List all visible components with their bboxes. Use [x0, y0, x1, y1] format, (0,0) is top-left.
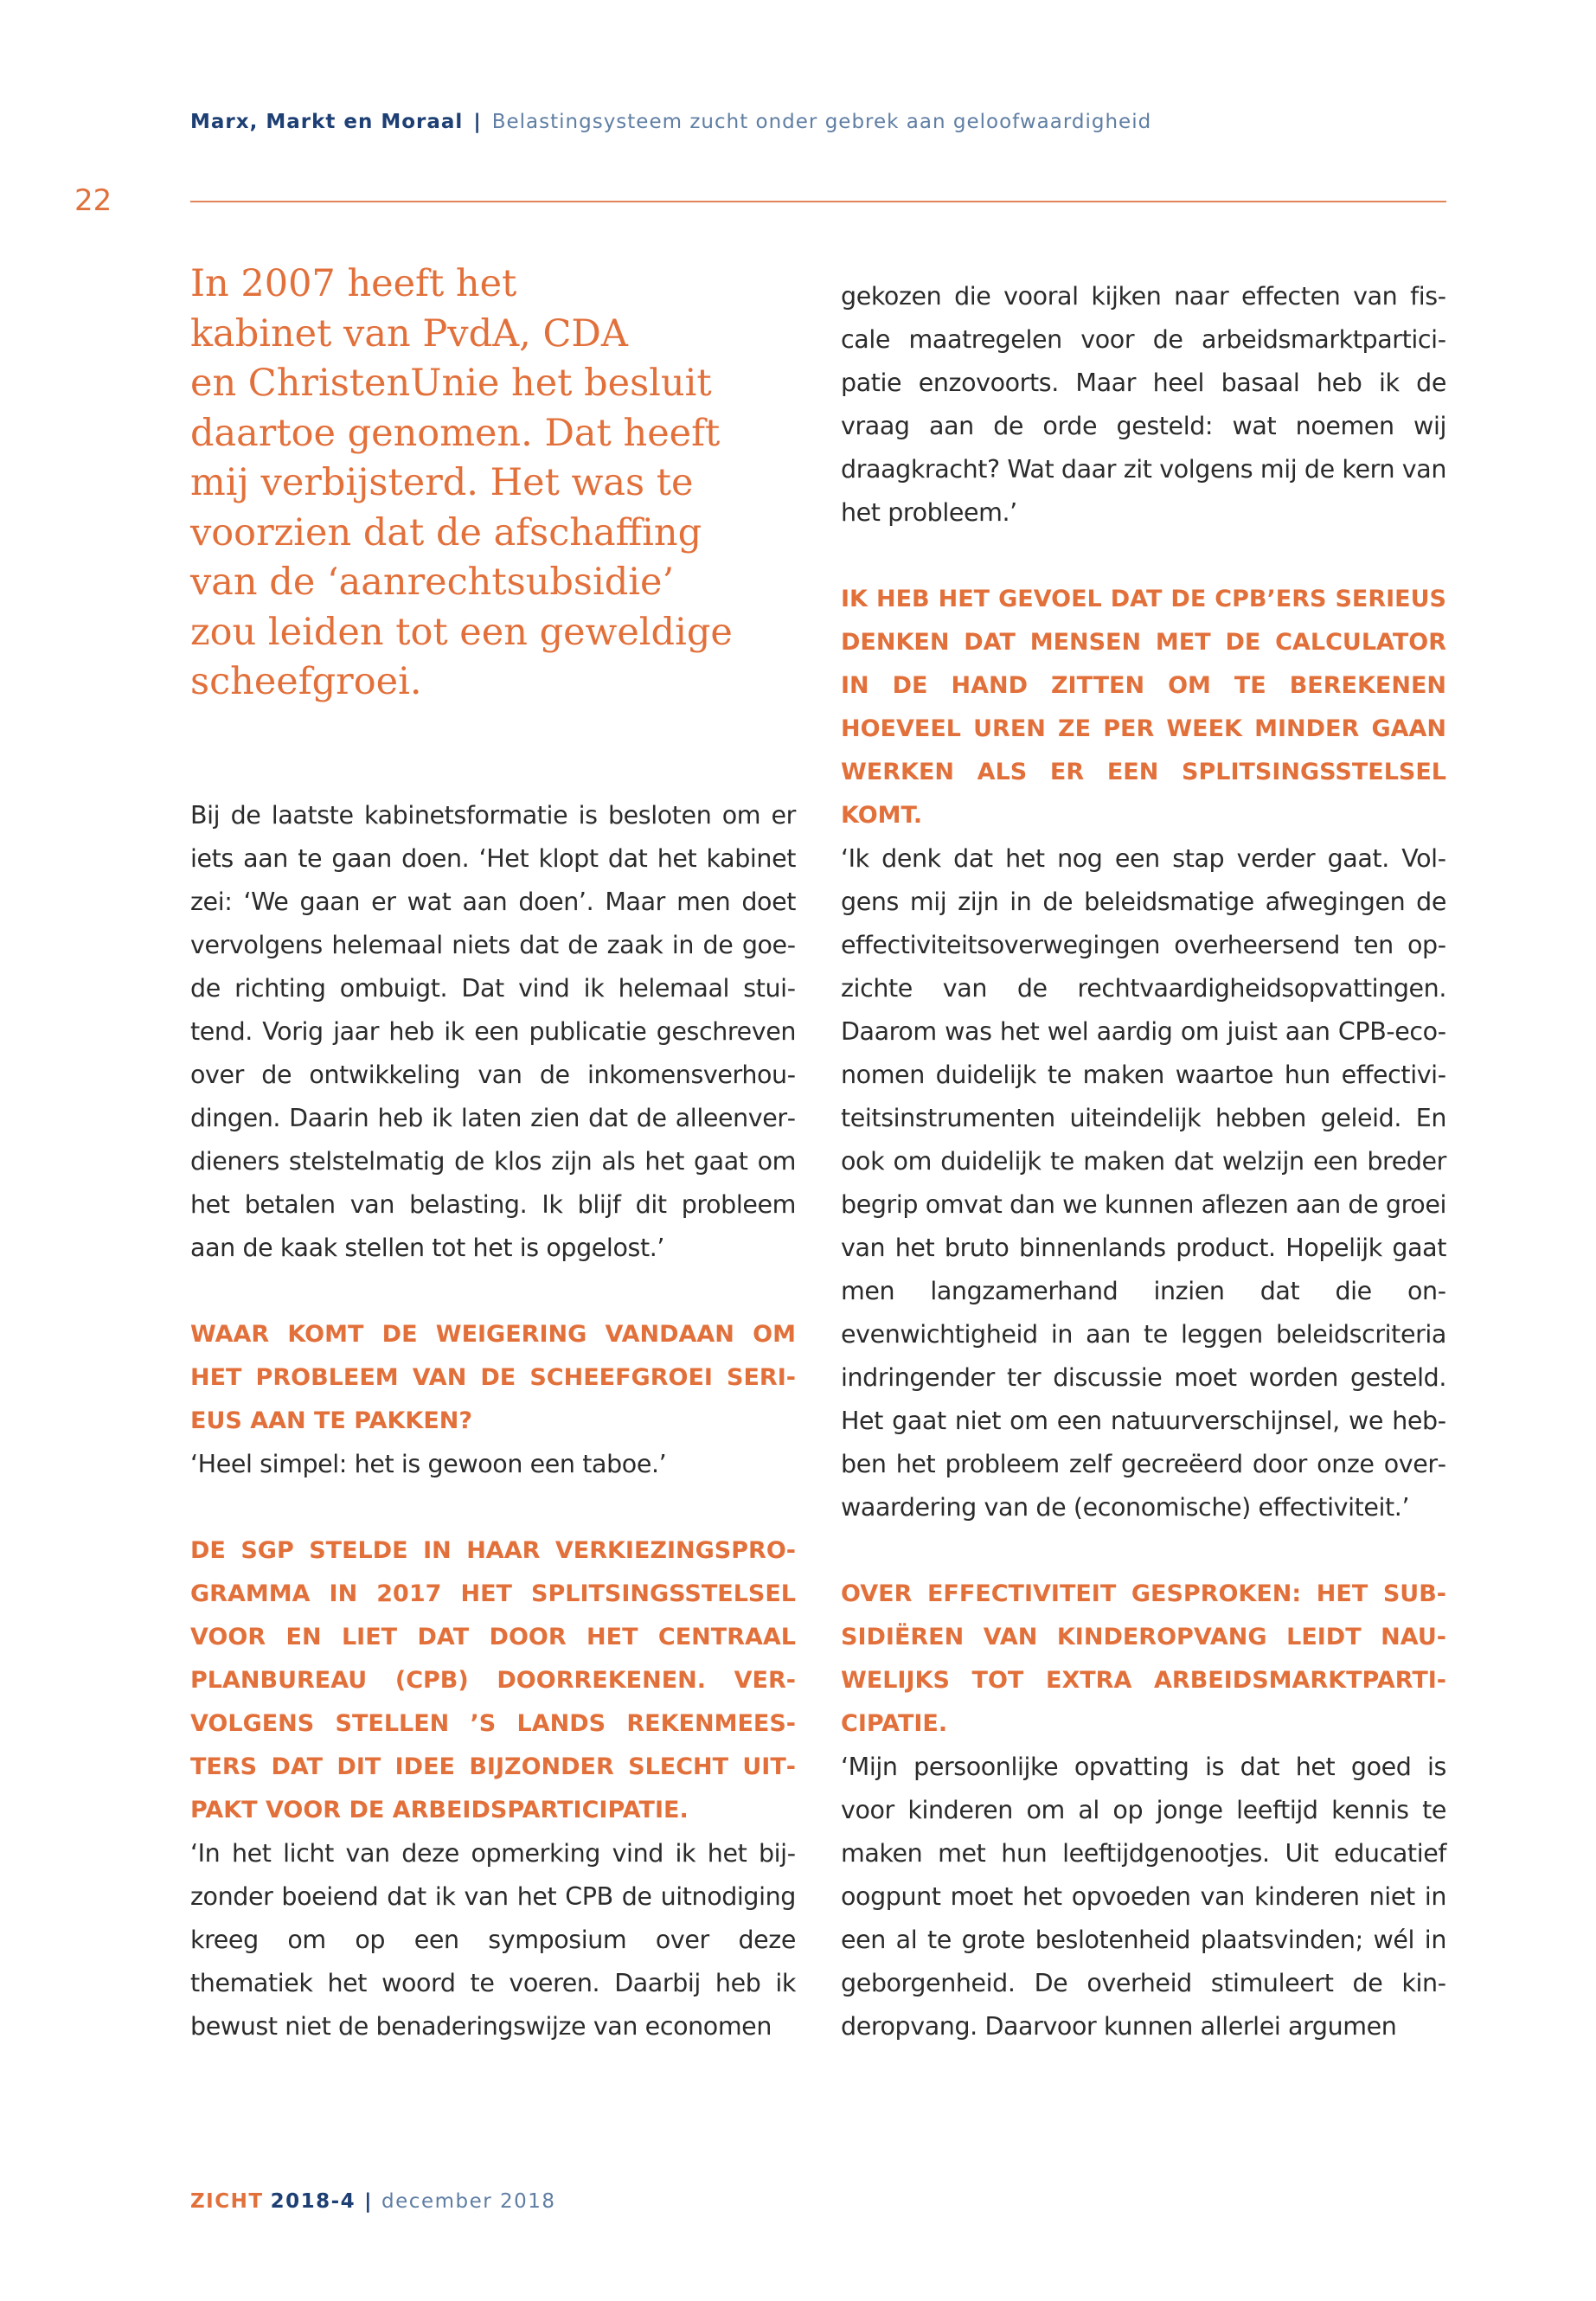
footer-magazine: ZICHT: [190, 2190, 264, 2213]
header-separator: |: [473, 111, 482, 133]
spacer: [190, 1270, 796, 1313]
interview-answer: ‘Mijn persoonlijke opvatting is dat het goed is voor kinderen om al op jonge leeftijd kennis te maken met hun leeftijdgenootjes. Uit educatief oogpunt moet het opvoeden van kinderen niet in een al te grote beslotenheid plaatsvinden; wél in geborgenheid. De overheid stimuleert de kinderopvang. Daarvoor kunnen allerlei argumen: [841, 1753, 1446, 2041]
page-number: 22: [74, 183, 112, 218]
header-title: Marx, Markt en Moraal: [190, 111, 464, 133]
pull-quote-line: voorzien dat de afschaffing: [190, 510, 702, 554]
spacer: [841, 1529, 1446, 1573]
header-rule: [190, 201, 1446, 202]
interview-question: OVER EFFECTIVITEIT GESPROKEN: HET SUBSIDIËREN VAN KINDEROPVANG LEIDT NAUWELIJKS TOT EXTRA ARBEIDSMARKTPARTICIPATIE.: [841, 1580, 1446, 1737]
interview-question: IK HEB HET GEVOEL DAT DE CPB’ERS SERIEUS DENKEN DAT MENSEN MET DE CALCULATOR IN DE HAND ZITTEN OM TE BEREKENEN HOEVEEL UREN ZE PER WEEK MINDER GAAN WERKEN ALS ER EEN SPLITSINGSSTELSEL KOMT.: [841, 586, 1446, 829]
interview-question: WAAR KOMT DE WEIGERING VANDAAN OM HET PROBLEEM VAN DE SCHEEFGROEI SERIEUS AAN TE PAKKEN?: [190, 1320, 796, 1434]
pull-quote: [190, 260, 779, 708]
footer-date: december 2018: [381, 2190, 556, 2213]
body-paragraph: Bij de laatste kabinetsformatie is besloten om er iets aan te gaan doen. ‘Het klopt dat het kabinet zei: ‘We gaan er wat aan doen’. Maar men doet vervolgens helemaal niets dat de zaak in de goede richting ombuigt. Dat vind ik helemaal stuitend. Vorig jaar heb ik een publicatie geschreven over de ontwikkeling van de inkomensverhoudingen. Daarin heb ik laten zien dat de alleenverdieners stelstelmatig de klos zijn als het gaat om het betalen van belasting. Ik blijf dit probleem aan de kaak stellen tot het is opgelost.’: [190, 800, 796, 1262]
pull-quote-line: van de ‘aanrechtsubsidie’: [190, 561, 675, 604]
interview-question: DE SGP STELDE IN HAAR VERKIEZINGSPROGRAMMA IN 2017 HET SPLITSINGSSTELSEL VOOR EN LIET DAT DOOR HET CENTRAAL PLANBUREAU (CPB) DOORREKENEN. VERVOLGENS STELLEN ’S LANDS REKENMEESTERS DAT DIT IDEE BIJZONDER SLECHT UITPAKT VOOR DE ARBEIDSPARTICIPATIE.: [190, 1536, 796, 1823]
header-subtitle: Belastingsysteem zucht onder gebrek aan geloofwaardigheid: [491, 111, 1152, 133]
pull-quote-line: mij verbijsterd. Het was te: [190, 461, 694, 504]
interview-answer: ‘In het licht van deze opmerking vind ik het bijzonder boeiend dat ik van het CPB de uitnodiging kreeg om op een symposium over deze thematiek het woord te voeren. Daarbij heb ik bewust niet de benaderingswijze van economen: [190, 1838, 796, 2041]
interview-answer: ‘Ik denk dat het nog een stap verder gaat. Volgens mij zijn in de beleidsmatige afwegingen de effectiviteitsoverwegingen overheersend ten opzichte van de rechtvaardigheidsopvattingen. Daarom was het wel aardig om juist aan CPB-economen duidelijk te maken waartoe hun effectiviteitsinstrumenten uiteindelijk hebben geleid. En ook om duidelijk te maken dat welzijn een breder begrip omvat dan we kunnen aflezen aan de groei van het bruto binnenlands product. Hopelijk gaat men langzamerhand inzien dat die onevenwichtigheid in aan te leggen beleidscriteria indringender ter discussie moet worden gesteld. Het gaat niet om een natuurverschijnsel, we hebben het probleem zelf gecreëerd door onze overwaardering van de (economische) effectiviteit.’: [841, 844, 1446, 1522]
page-footer: [190, 2190, 556, 2213]
pull-quote-line: en ChristenUnie het besluit: [190, 362, 712, 405]
pull-quote-line: In 2007 heeft het: [190, 262, 517, 305]
pull-quote-line: daartoe genomen. Dat heeft: [190, 411, 721, 455]
right-column: [841, 275, 1446, 2048]
spacer: [841, 535, 1446, 578]
pull-quote-line: zou leiden tot een geweldige: [190, 610, 733, 654]
body-paragraph: gekozen die vooral kijken naar effecten van fiscale maatregelen voor de arbeidsmarktparticipatie enzovoorts. Maar heel basaal heb ik de vraag aan de orde gesteld: wat noemen wij draagkracht? Wat daar zit volgens mij de kern van het probleem.’: [841, 282, 1446, 527]
spacer: [190, 1486, 796, 1529]
footer-separator: |: [364, 2190, 374, 2213]
pull-quote-line: kabinet van PvdA, CDA: [190, 311, 628, 356]
left-column: [190, 260, 796, 2048]
interview-answer: ‘Heel simpel: het is gewoon een taboe.’: [190, 1449, 667, 1478]
pull-quote-line: scheefgroei.: [190, 660, 422, 703]
footer-issue: 2018-4: [270, 2190, 356, 2213]
running-header: [190, 111, 1151, 133]
